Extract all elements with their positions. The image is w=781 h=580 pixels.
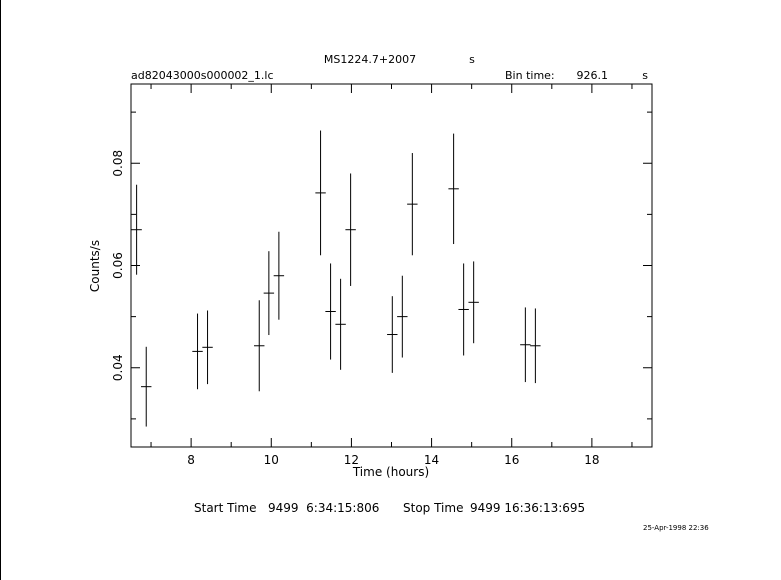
- x-tick-label: 10: [263, 453, 279, 467]
- data-point: [141, 347, 151, 427]
- stop-time-label: Stop Time: [403, 501, 464, 515]
- data-point: [335, 279, 345, 370]
- data-point: [387, 296, 397, 373]
- data-point: [458, 263, 468, 355]
- stop-time-value: 9499 16:36:13:695: [470, 501, 586, 515]
- x-tick-label: 14: [423, 453, 440, 467]
- plot-frame: [131, 84, 652, 447]
- data-point: [530, 308, 540, 383]
- source-unit: s: [469, 53, 475, 66]
- y-tick-labels: [111, 150, 125, 381]
- x-tick-label: 18: [584, 453, 600, 467]
- data-point: [325, 263, 335, 359]
- data-point: [397, 276, 407, 358]
- data-point: [468, 261, 478, 343]
- data-point: [264, 251, 274, 335]
- source-name: MS1224.7+2007: [323, 53, 417, 66]
- data-point: [448, 134, 458, 244]
- x-tick-label: 16: [504, 453, 520, 467]
- data-point: [315, 131, 325, 256]
- start-time-value: 9499 6:34:15:806: [268, 501, 380, 515]
- data-point: [254, 300, 264, 391]
- data-point: [407, 153, 417, 255]
- y-axis-label: Counts/s: [88, 239, 102, 293]
- data-points: [131, 131, 540, 427]
- x-tick-label: 8: [187, 453, 195, 467]
- date-stamp: 25-Apr-1998 22:36: [643, 524, 709, 532]
- bin-time-value: 926.1: [576, 69, 608, 82]
- y-tick-label: 0.08: [111, 149, 125, 177]
- data-point: [345, 173, 355, 285]
- bin-time-unit: s: [642, 69, 648, 82]
- file-name: ad82043000s000002_1.lc: [131, 69, 274, 82]
- data-point: [131, 185, 141, 275]
- data-point: [202, 310, 212, 384]
- y-tick-label: 0.06: [111, 252, 125, 279]
- y-tick-label: 0.04: [111, 354, 125, 382]
- bin-time-label: Bin time:: [505, 69, 555, 82]
- data-point: [520, 307, 530, 382]
- data-point: [192, 314, 202, 390]
- axis-ticks: [131, 84, 652, 447]
- data-point: [274, 232, 284, 320]
- start-time-label: Start Time: [194, 501, 257, 515]
- x-tick-label: 12: [343, 453, 360, 467]
- x-axis-label: Time (hours): [352, 465, 430, 479]
